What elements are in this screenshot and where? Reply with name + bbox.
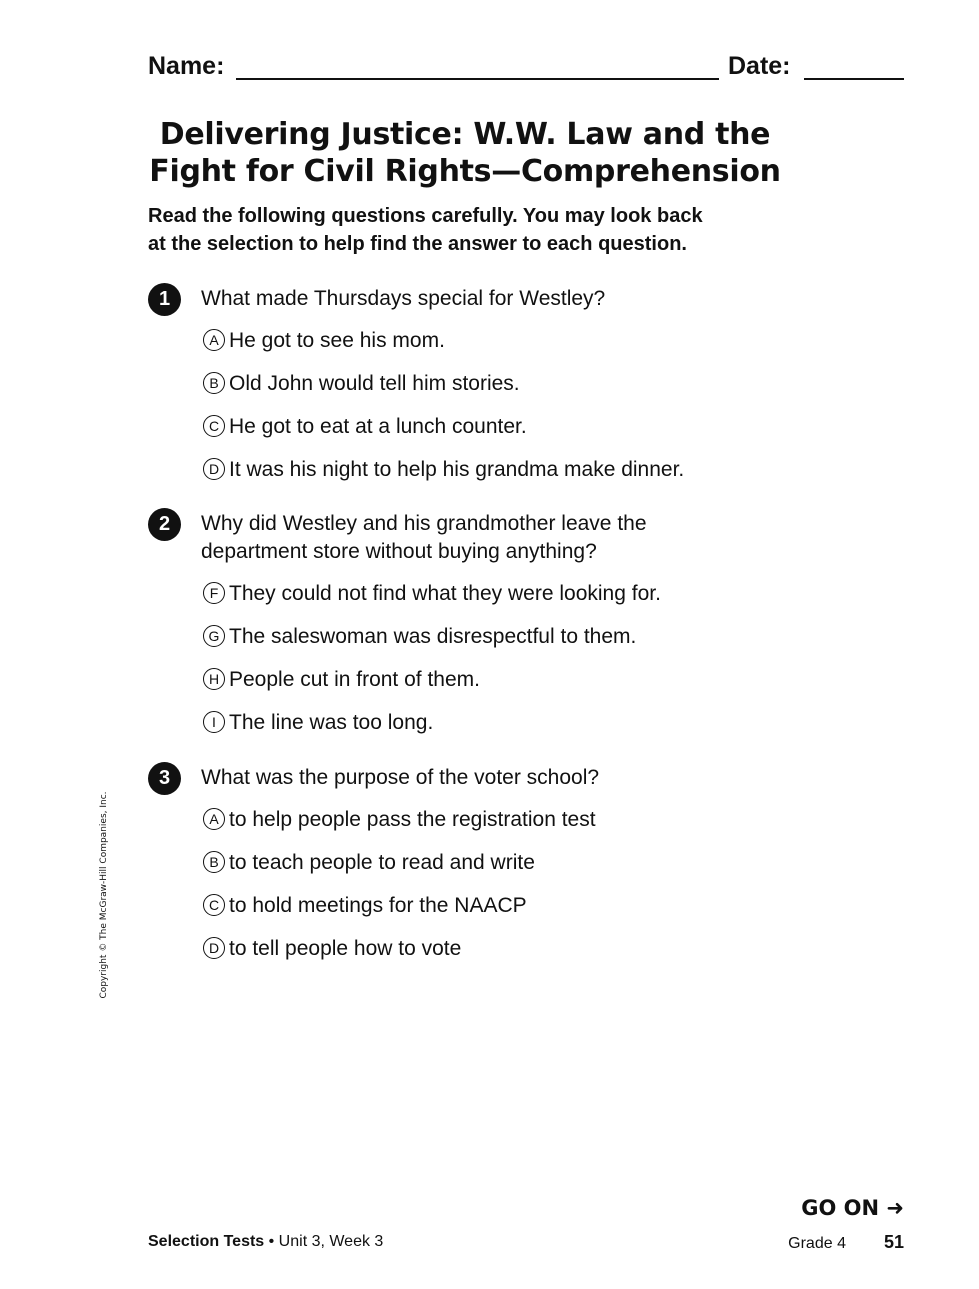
name-date-header [148, 52, 904, 86]
answer-text: to hold meetings for the NAACP [229, 894, 527, 917]
answer-text: He got to see his mom. [229, 329, 445, 352]
answer-text: to help people pass the registration test [229, 808, 596, 831]
answer-bubble-g[interactable]: G [203, 625, 225, 647]
answer-option-f[interactable] [203, 580, 661, 608]
answer-text: He got to eat at a lunch counter. [229, 415, 527, 438]
footer-series [148, 1233, 383, 1251]
question-number-badge: 1 [148, 283, 181, 316]
answer-option-a[interactable] [203, 327, 445, 355]
answer-option-d[interactable] [203, 456, 684, 484]
answer-bubble-i[interactable]: I [203, 711, 225, 733]
answer-text: Old John would tell him stories. [229, 372, 520, 395]
footer-grade: Grade 4 [788, 1235, 846, 1252]
answer-option-b[interactable] [203, 370, 520, 398]
answer-text: The line was too long. [229, 711, 434, 734]
question-number-badge: 2 [148, 508, 181, 541]
answer-bubble-a[interactable]: A [203, 329, 225, 351]
name-blank-line [236, 78, 719, 80]
question-text-line-1: Why did Westley and his grandmother leave the [201, 512, 647, 535]
answer-bubble-a[interactable]: A [203, 808, 225, 830]
answer-text: The saleswoman was disrespectful to them. [229, 625, 637, 648]
answer-bubble-b[interactable]: B [203, 851, 225, 873]
answer-text: People cut in front of them. [229, 668, 480, 691]
answer-bubble-c[interactable]: C [203, 894, 225, 916]
page-title [100, 116, 830, 190]
instructions-line-2: at the selection to help find the answer to each question. [148, 233, 687, 255]
question-text-line-2: department store without buying anything? [201, 540, 597, 563]
answer-option-c[interactable] [203, 892, 527, 920]
footer-series-title: Selection Tests [148, 1233, 265, 1250]
question-text [201, 510, 841, 566]
answer-bubble-h[interactable]: H [203, 668, 225, 690]
answer-option-g[interactable] [203, 623, 636, 651]
answer-bubble-b[interactable]: B [203, 372, 225, 394]
answer-option-a[interactable] [203, 806, 596, 834]
answer-option-d[interactable] [203, 935, 461, 963]
answer-bubble-f[interactable]: F [203, 582, 225, 604]
title-line-2: Fight for Civil Rights—Comprehension [149, 154, 781, 189]
date-label: Date: [728, 52, 791, 80]
question-text: What made Thursdays special for Westley? [201, 287, 606, 310]
instructions-line-1: Read the following questions carefully. You may look back [148, 205, 703, 227]
name-label: Name: [148, 52, 225, 80]
answer-option-i[interactable] [203, 709, 433, 737]
answer-text: to tell people how to vote [229, 937, 462, 960]
answer-option-b[interactable] [203, 849, 535, 877]
go-on-indicator: GO ON ➜ [801, 1196, 904, 1220]
answer-bubble-c[interactable]: C [203, 415, 225, 437]
date-blank-line [804, 78, 904, 80]
answer-bubble-d[interactable]: D [203, 458, 225, 480]
footer-unit-week: • Unit 3, Week 3 [264, 1233, 384, 1250]
answer-text: to teach people to read and write [229, 851, 535, 874]
question-number-badge: 3 [148, 762, 181, 795]
copyright-notice: Copyright © The McGraw-Hill Companies, Inc. [99, 791, 109, 999]
instructions [148, 202, 848, 258]
answer-bubble-d[interactable]: D [203, 937, 225, 959]
footer-page-info [788, 1232, 904, 1253]
answer-text: It was his night to help his grandma make dinner. [229, 458, 685, 481]
title-line-1: Delivering Justice: W.W. Law and the [159, 117, 771, 152]
page-number: 51 [883, 1232, 904, 1252]
answer-option-h[interactable] [203, 666, 480, 694]
answer-text: They could not find what they were looking for. [229, 582, 661, 605]
answer-option-c[interactable] [203, 413, 527, 441]
question-text: What was the purpose of the voter school? [201, 766, 600, 789]
